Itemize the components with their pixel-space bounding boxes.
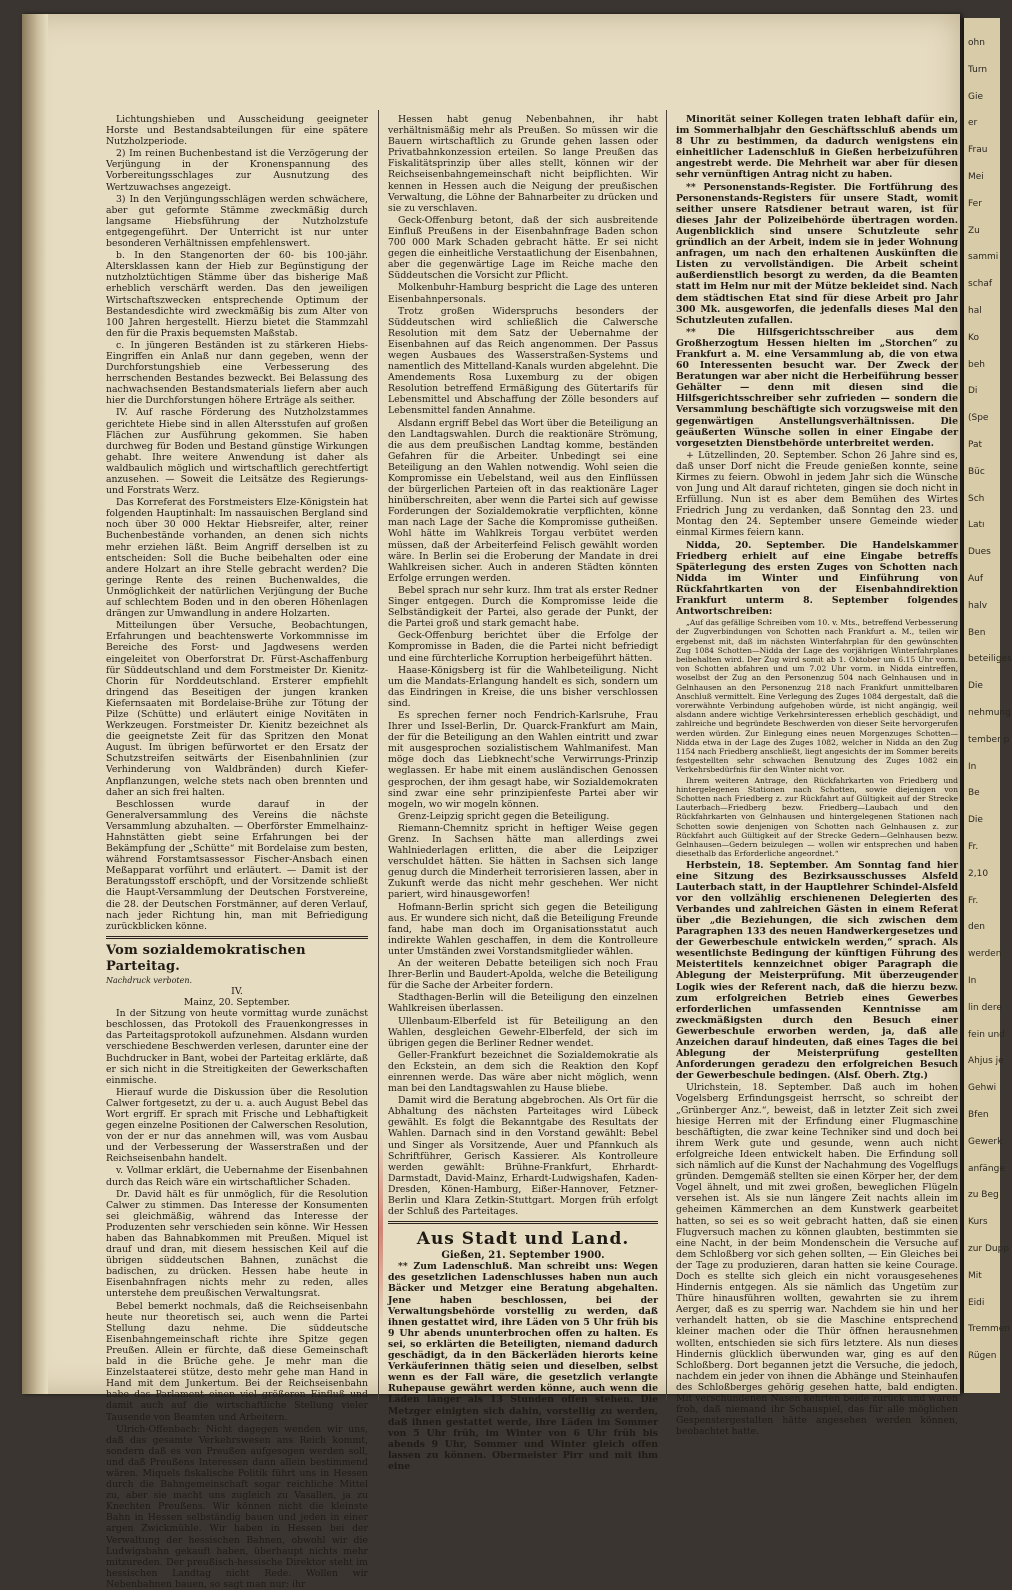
paragraph: Minorität seiner Kollegen traten lebhaft dafür ein, im Sommerhalbjahr den Geschäftsschluß abends um 8 Uhr zu bestimmen, da dadurch wenigstens ein einheitlicher Ladenschluß in Gießen herbeizuführen angestrebt werde. Die Mehrheit war aber für diesen sehr vernünftigen Antrag nicht zu haben.: [676, 114, 958, 181]
paragraph: Nidda, 20. September. Die Handelskammer Friedberg erhielt auf eine Eingabe betreffs Späterlegung des ersten Zuges von Schotten nach Nidda im Winter und Einführung von Rückfahrtkarten von der Eisenbahndirektion Frankfurt unterm 8. September folgendes Antwortschreiben:: [676, 539, 958, 618]
next-page-fragment: Pat: [968, 440, 983, 450]
paragraph: b. In den Stangenorten der 60- bis 100-jähr. Altersklassen kann der Hieb zur Begünstigung der nutzholztüchtigen Stämme über das bisherige Maß erheblich verschärft werden. Das den jeweiligen Wirtschaftszwecken entsprechende Optimum der Bestandesdichte wird zweckmäßig bis zum Alter von 100 Jahren hergestellt. Hierzu bietet die Stammzahl den für die Praxis bequemsten Maßstab.: [106, 250, 368, 339]
next-page-fragment: sammi: [968, 252, 999, 263]
paragraph: Beschlossen wurde darauf in der Generalversammlung des Vereins die nächste Versammlung abzuhalten. — Oberförster Emmelhainz-Hahnstätten giebt seine Erfahrungen bei der Bekämpfung der „Schütte“ mit Bordelaise zum besten, während Forstamtsassessor Fischer-Ansbach einen Meßapparat vorführt und erläutert. — Damit ist der Beratungsstoff erschöpft, und der Vorsitzende schließt die Haupt-Versammlung der Deutschen Forstvereine, die 28. der Deutschen Forstmänner, auf deren Verlauf, nach jeder Richtung hin, man mit Befriedigung zurückblicken könne.: [106, 798, 368, 932]
paragraph: Hofmann-Berlin spricht sich gegen die Beteiligung aus. Er wundere sich nicht, daß die Beteiligung Freunde fand, habe man doch im Organisationsstatut auch indirekte Wahlen geschaffen, in dem die Kontrolleure unter Umständen zwei Vorstandsmitglieder wählen.: [388, 901, 658, 957]
paragraph: Haase-Königsberg ist für die Wahlbeteiligung. Nicht um die Mandats-Erlangung handelt es sich, sondern um das Eindringen in Kreise, die uns bisher verschlossen sind.: [388, 664, 658, 709]
paragraph: v. Vollmar erklärt, die Uebernahme der Eisenbahnen durch das Reich wäre ein wirtschaftlicher Schaden.: [106, 1165, 368, 1188]
column-2: [388, 114, 658, 1472]
article-number: IV.: [231, 985, 243, 997]
next-page-fragment: hal: [968, 306, 982, 316]
paragraph: Das Korreferat des Forstmeisters Elze-Königstein hat folgenden Hauptinhalt: Im nassauischen Bergland sind noch über 30 000 Hektar Hiebsreifer, alter, reiner Buchenbestände vorhanden, an denen sich nichts mehr erziehen läßt. Beim Angriff derselben ist zu entscheiden: Soll die Buche beibehalten oder eine andere Holzart an ihre Stelle gebracht werden? Die geringe Rente des reinen Buchenwaldes, die Unmöglichkeit der natürlichen Verjüngung der Buche auf schlechtem Boden und in den oberen Höhenlagen drängen zur Umwandlung in andere Holzarten.: [106, 497, 368, 620]
next-page-fragment: beh: [968, 359, 985, 370]
next-page-fragment: Fr.: [968, 895, 979, 906]
next-page-fragment: Rügen: [968, 1351, 997, 1362]
next-page-fragment: er: [968, 118, 978, 129]
next-page-fragment: In: [968, 976, 977, 986]
next-page-fragment: Tremmen: [968, 1324, 1010, 1335]
paragraph: In der Sitzung von heute vormittag wurde zunächst beschlossen, das Protokoll des Frauenkongresses in das Parteitagsprotokoll aufzunehmen. Alsdann wurden verschiedene Beschwerden verlesen, darunter eine der Buchdrucker in Bant, wobei der Parteitag erklärte, daß er sich nicht in die Streitigkeiten der Gewerkschaften einmische.: [106, 1008, 368, 1086]
next-page-fragment: Ko: [968, 332, 979, 343]
next-page-fragment: Mit: [968, 1270, 982, 1281]
paragraph: ** Zum Ladenschluß. Man schreibt uns: Wegen des gesetzlichen Ladenschlusses haben nun auch Bäcker und Metzger eine Beratung abgehalten. Jene haben beschlossen, bei der Verwaltungsbehörde vorstellig zu werden, daß ihnen gestattet wird, ihre Läden von 5 Uhr früh bis 9 Uhr abends ununterbrochen offen zu halten. Es sei, so erklärten die Beteiligten, niemand dadurch geschädigt, da in den Bäckerläden hierorts keine Verkäuferinnen thätig seien und dieselben, selbst wenn es der Fall wäre, die gesetzlich verlangte Ruhepause gewährt werden könne, auch wenn die Läden länger als 13 Stunden offen stehen. Die Metzger einigten sich dahin, vorstellig zu werden, daß ihnen gestattet werde, ihre Läden im Sommer von 5 Uhr früh, im Winter von 6 Uhr früh bis abends 9 Uhr, Sommer und Winter gleich offen lassen zu können. Obermeister Pirr und mit ihm eine: [388, 1261, 658, 1472]
next-page-fragment: halv: [968, 600, 988, 611]
paragraph: Hierauf wurde die Diskussion über die Resolution Calwer fortgesetzt, zu der u. a. auch August Bebel das Wort ergriff. Er sprach mit Frische und Lebhaftigkeit gegen einzelne Positionen der Calwerschen Resolution, von der er nur das annehmen will, was vom Ausbau und der Verbesserung der Wasserstraßen und der Reichseisenbahn handelt.: [106, 1086, 368, 1165]
next-page-fragment: den: [968, 922, 985, 933]
next-page-fragment: zu Beg: [968, 1190, 999, 1201]
next-page-fragment: Fr.: [968, 842, 979, 852]
next-page-fragment: werden: [968, 949, 1002, 960]
page-spine-shadow: [22, 14, 48, 1394]
paragraph: Grenz-Leipzig spricht gegen die Beteiligung.: [398, 810, 610, 822]
paragraph: Geller-Frankfurt bezeichnet die Sozialdemokratie als den Eckstein, an dem sich die Reaktion den Kopf einrennen werde. Das wäre aber nicht möglich, wenn man bei den Landtagswahlen zu Hause bliebe.: [388, 1049, 658, 1095]
section-divider: [106, 936, 368, 939]
next-page-fragment: ohn: [968, 38, 985, 48]
section-heading: Vom sozialdemokratischen Parteitag.: [106, 942, 306, 974]
next-page-fragment: Auf: [968, 574, 984, 584]
paragraph: Geck-Offenburg berichtet über die Erfolge der Kompromisse in Baden, die die Partei nicht befriedigt und eine fürchterliche Korruption herbeigeführt hätten.: [388, 630, 658, 664]
next-page-fragment: Frau: [968, 145, 988, 156]
next-page-fragment: Ben: [968, 627, 986, 638]
paragraph: Bebel bemerkt nochmals, daß die Reichseisenbahn heute nur theoretisch sei, auch wenn die Partei Stellung dazu nehme. Die süddeutsche Eisenbahngemeinschaft richte ihre Spitze gegen Preußen. Allein er fürchte, daß diese Gemeinschaft bald in die Brüche gehe. Je mehr man die Einzelstaaterei stütze, desto mehr gehe man Hand in Hand mit dem Junkertum. Bei der Reichseisenbahn habe das Parlament einen viel größeren Einfluß und damit auch auf die wirtschaftliche Stellung vieler Tausende von Beamten und Arbeitern.: [106, 1300, 368, 1423]
reprint-notice: Nachdruck verboten.: [106, 975, 193, 985]
next-page-fragment: Gewerk: [968, 1136, 1003, 1147]
column-1: [106, 114, 368, 1590]
next-page-fragment: Büc: [968, 466, 985, 477]
next-page-fragment: Turn: [968, 64, 988, 75]
section-heading: Aus Stadt und Land.: [416, 1229, 630, 1250]
paragraph: Herbstein, 18. September. Am Sonntag fand hier eine Sitzung des Bezirksausschusses Alsfeld Lauterbach statt, in der Hauptlehrer Schindel-Alsfeld vor den vollzählig erschienenen Delegierten des Verbandes und zahlreichen Gästen in einem Referat über „die Beziehungen, die sich zwischen dem Paragraphen 133 des neuen Handwerkergesetzes und der Gewerbeschule entwickeln werden,“ sprach. Als wesentlichste Bedingung der künftigen Führung des Meistertitels kennzeichnet obiger Paragraph die Ablegung der Meisterprüfung. Mit überzeugender Logik wies der Referent nach, daß die hierzu bezw. zum erfolgreichen Betrieb eines Gewerbes erforderlichen umfassenden Kenntnisse am zweckmäßigsten durch den Besuch einer Gewerbeschule erworben werden, ja, daß alle Anzeichen darauf hindeuten, daß eines Tages die bei Ablegung der Meisterprüfung gestellten Anforderungen geradezu den erfolgreichen Besuch der Gewerbeschule bedingen. (Alsf. Oberh. Ztg.): [676, 859, 958, 1082]
paragraph: 2) Im reinen Buchenbestand ist die Verzögerung der Verjüngung in der Kronenspannung des Vorbereitungsschlages zur Ausnutzung des Wertzuwachses angezeigt.: [106, 148, 368, 193]
next-page-fragment: Gehwi: [968, 1083, 997, 1094]
next-page-fragment: Eidi: [968, 1297, 985, 1308]
next-page-fragment: anfänge: [968, 1163, 1005, 1174]
next-page-fragment: Di: [968, 386, 978, 397]
paragraph: Stadthagen-Berlin will die Beteiligung den einzelnen Wahlkreisen überlassen.: [388, 992, 658, 1015]
red-ink-stain: [378, 1129, 383, 1329]
paragraph: Molkenbuhr-Hamburg bespricht die Lage des unteren Eisenbahnpersonals.: [388, 282, 658, 305]
next-page-fragment: Kurs: [968, 1217, 988, 1228]
paragraph: Ulrich-Offenbach: Nicht dagegen wenden wir uns, daß das gesamte Verkehrswesen ans Reich kommt, sondern daß es von Preußen aufgesogen werden soll, und daß Preußens Interessen dann allein bestimmend wären. Miquels fiskalische Politik führt uns in Hessen durch die Bahngemeinschaft sogar reichliche Mittel zu, aber sie macht uns zugleich zu Vasallen, ja zu Knechten Preußens. Wir können nicht die kleinste Bahn in Hessen selbständig bauen und jeden in einer argen Zwickmühle. Wir haben in Hessen bei der Verwaltung der hessischen Bahnen, obwohl wir die Ludwigsbahn gekauft haben, überhaupt nichts mehr mitzureden. Der preußisch-hessische Direktor steht im hessischen Landtag nicht Rede. Wollen wir Nebenbahnen bauen, so sagt man nur: ihr: [106, 1423, 368, 1590]
next-page-fragment: Dues: [968, 547, 991, 558]
paragraph: Bebel sprach nur sehr kurz. Ihm trat als erster Redner Singer entgegen. Durch die Kompromisse leide die Selbständigkeit der Partei, also gerade der Punkt, der die Partei groß und stark gemacht habe.: [388, 584, 658, 630]
next-page-fragment: In: [968, 761, 977, 772]
paragraph: Es sprechen ferner noch Fendrich-Karlsruhe, Frau Ihrer und Issel-Berlin, Dr. Quarck-Frankfurt am Main, der für die Beteiligung an den Wahlen eintritt und zwar mit ausgesprochen sozialistischem Wahlmanifest. Man möge doch das Liebknecht'sche Verwirrungs-Prinzip weglassen. Er habe mit einem ausländischen Genossen gesprochen, der ihm gesagt habe, wir Sozialdemokraten sind zwar eine sehr prinzipienfeste Partei aber wir mogeln, wo wir mogeln können.: [388, 709, 658, 810]
column-rule: [666, 110, 667, 1400]
next-page-fragment: Mei: [968, 172, 984, 182]
article-dateline: Mainz, 20. September.: [183, 997, 291, 1009]
paragraph: Alsdann ergriff Bebel das Wort über die Beteiligung an den Landtagswahlen. Durch die reaktionäre Strömung, die aus dem preußischen Landtag komme, beständen Gefahren für die Arbeiter. Unbedingt sei eine Beteiligung an den Wahlen notwendig. Wohl seien die Kompromisse ein Uebelstand, weil aus den Einflüssen der bürgerlichen Parteien oft in das reaktionäre Lager hinüberschreiten, aber wenn die Partei sich auf gewisse Forderungen der Sozialdemokratie verpflichten, könne man nach Lage der Sache die Kompromisse gutheißen. Wohl hätte im Wahlkreis Torgau verbütet werden müssen, daß der Arbeiterfeind Felisch gewählt worden wäre. In Berlin sei die Eroberung der Mandate in drei Wahlkreisen sicher. Auch in anderen Städten könnten Erfolge errungen werden.: [388, 417, 658, 584]
paragraph: An der weiteren Debatte beteiligen sich noch Frau Ihrer-Berlin und Baudert-Apolda, welche die Beteiligung für die Sache der Arbeiter fordern.: [388, 958, 658, 992]
paragraph: Ullenbaum-Elberfeld ist für Beteiligung an den Wahlen, desgleichen Gewehr-Elberfeld, der sich im übrigen gegen die Berliner Redner wendet.: [388, 1015, 658, 1049]
paragraph: Riemann-Chemnitz spricht in heftiger Weise gegen Grenz. In Sachsen hätte man allerdings zwei Wahlniederlagen erlitten, die aber die Leipziger verschuldet hätten. Sie hätten in Sachsen sich lange genug durch die Minderheit terrorisieren lassen, aber in Zukunft werde das nicht mehr geschehen. Wer nicht pariert, wird hinausgeworfen!: [388, 822, 658, 901]
paragraph: ** Personenstands-Register. Die Fortführung des Personenstands-Registers für unsere Stadt, womit seither unsere Ratsdiener betraut waren, ist für dieses Jahr der Polizeibehörde übertragen worden. Augenblicklich sind unsere Schutzleute sehr gründlich an der Arbeit, indem sie in jeder Wohnung anfragen, um nach den erhaltenen Auskünften die Listen zu vervollständigen. Die Arbeit scheint außerdienstlich besorgt zu werden, da die Beamten statt im Helm nur mit der Mütze bekleidet sind. Nach dem städtischen Etat sind für diese Arbeit pro Jahr 300 Mk. ausgeworfen, die jedenfalls dieses Mal den Schutzleuten zufallen.: [676, 181, 958, 326]
paragraph: Ulrichstein, 18. September. Daß auch im hohen Vogelsberg Erfindungsgeist herrscht, so schreibt der „Grünberger Anz.“, beweist, daß in letzter Zeit sich zwei hiesige Herren mit der Erfindung einer Flugmaschine beschäftigten, die zwar keine Techniker sind und doch bei ihrem Werk gute und gesunde, wenn auch nicht erfolgreiche Ideen entwickelt haben. Die Erfindung soll sich nämlich auf die Kunst der Nachahmung des Vogelflugs gründen. Demgemäß stellten sie einen Körper her, der dem Vogel ähnelt, und mit zwei großen, beweglichen Flügeln versehen ist. Als sie nun längere Zeit nachts allein im geheimen Kämmerchen an dem Kunstwerk gearbeitet hatten, so sei es so weit gebracht hatten, daß sie einen Flugversuch machen zu können glaubten, bestimmten sie eine Nacht, in der beim Mondenschein die Versuche auf dem Schloßberg vor sich gehen sollten, — Ein Gleiches bei der Tage zu produzieren, daran hatten sie keine Courage. Doch es stellte sich gleich ein nicht vorausgesehenes Hindernis entgegen. Als sie nämlich das Ungetüm zur Thüre hinausführen wollten, gewahrten sie zu ihrem Aerger, daß es zu sperrig war. Nachdem sie hin und her verhandelt hatten, ob sie die Maschine entsprechend kleiner machen oder die Thür öffnen herausnehmen wollten, entschieden sie sich fürs letztere. Als nun dieses Hindernis glücklich überwunden war, ging es auf den Schloßberg. Dort begannen jetzt die Versuche, die jedoch, nachdem ein jeder von ihnen die Abhänge und Steinhaufen des Schloßberges gehörig gesehen hatte, bald endigten. Mit verschundenen Nasen kehrten beide zurück und waren froh, daß niemand ihr Schauspiel, das für alle möglichen Gespenstergestalten hätte angesehen werden können, beobachtet hatte.: [676, 1082, 958, 1438]
next-page-fragment: nehmung: [968, 708, 1011, 718]
paragraph: + Lützellinden, 20. September. Schon 26 Jahre sind es, daß unser Dorf nicht die Freude genießen konnte, seine Kirmes zu feiern. Obwohl in jedem Jahr sich die Wünsche von Jung und Alt darauf richteten, gingen sie doch nicht in Erfüllung. Nun ist es aber dem Bemühen des Wirtes Friedrich Jung zu verdanken, daß Sonntag den 23. und Montag den 24. September unsere Gemeinde wieder einmal Kirmes feiern kann.: [676, 449, 958, 539]
paragraph: IV. Auf rasche Förderung des Nutzholzstammes gerichtete Hiebe sind in allen Altersstufen auf großen Flächen zur Ausführung gekommen. Sie haben durchweg für Boden und Bestand günstige Wirkungen gehabt. Ihre weitere Anwendung ist daher als waldbaulich möglich und wirtschaftlich gerechtfertigt anzusehen. — Soweit die Leitsätze des Regierungs- und Forstrats Werz.: [106, 407, 368, 497]
next-page-fragment: lin dere: [968, 1002, 1002, 1013]
next-page-fragment: Fer: [968, 198, 982, 209]
next-page-fragment: Bfen: [968, 1110, 989, 1120]
paragraph: Mitteilungen über Versuche, Beobachtungen, Erfahrungen und beachtenswerte Vorkommnisse im Bereiche des Forst- und Jagdwesens werden eingeleitet von Oberforstrat Dr. Fürst-Aschaffenburg für Süddeutschland und dem Forstmeister Dr. Kienitz-Chorin für Norddeutschland. Ersterer empfiehlt dringend das Beseitigen der jungen kranken Kiefernsaaten mit Bordelaise-Brühe zur Tötung der Pilze (Schütte) und erläutert einige Novitäten in Werkzeugen. Forstmeister Dr. Kienitz bezeichnet als die geeignetste Zeit für das Spritzen den Monat August. Im übrigen befürwortet er den Ersatz der Schutzstreifen seitwärts der Eisenbahnlinien (zur Verhinderung von Waldbränden) durch Kiefer-Anpflanzungen, welche stets nach oben brennten und daher an sich frei halten.: [106, 620, 368, 798]
paragraph: Hessen habt genug Nebenbahnen, ihr habt verhältnismäßig mehr als Preußen. So müssen wir die Bauern wirtschaftlich zu Grunde gehen lassen oder Privatbahnkonzession erteilen. So lange Preußen das Fiskalitätsprinzip über alles stellt, können wir der Reichseisenbahngemeinschaft nicht beipflichten. Wir kennen in Hessen auch die Neigung der preußischen Verwaltung, die Löhne der Bahnarbeiter zu drücken und sie zu verschlaven.: [388, 114, 658, 214]
paragraph: Damit wird die Beratung abgebrochen. Als Ort für die Abhaltung des nächsten Parteitages wird Lübeck gewählt. Es folgt die Bekanntgabe des Resultats der Wahlen. Darnach sind in den Vorstand gewählt: Bebel und Singer als Vorsitzende, Auer und Pfannkuch als Schriftführer, Gerisch Kassierer. Als Kontrolleure werden gewählt: Brühne-Frankfurt, Ehrhardt-Darmstadt, David-Mainz, Erhardt-Ludwigshafen, Kaden-Dresden, Könen-Hamburg, Eißer-Hannover, Fetzner-Berlin und Klara Zetkin-Stuttgart. Morgen früh erfolgt der Schluß des Parteitages.: [388, 1095, 658, 1218]
article-dateline: Gießen, 21. September 1900.: [441, 1250, 605, 1262]
next-page-fragment: zur Dupp: [968, 1244, 1010, 1254]
paragraph: c. In jüngeren Beständen ist zu stärkeren Hiebs-Eingriffen ein Anlaß nur dann gegeben, wenn der Durchforstungshieb eine Verbesserung des herrschenden Bestandes bezweckt. Bei Belassung des nachwachsenden Bestandsmaterials liefern aber auch hier die Durchforstungen höhere Erträge als seither.: [106, 339, 368, 407]
section-divider: [388, 1221, 658, 1224]
newspaper-page: [22, 14, 960, 1590]
paragraph: Lichtungshieben und Ausscheidung geeigneter Horste und Bestandsabteilungen für eine spätere Nutzholzperiode.: [106, 114, 368, 148]
next-page-fragment: Zu: [968, 225, 980, 236]
next-page-fragment: (Spe: [968, 413, 989, 424]
paragraph: 3) In den Verjüngungsschlägen werden schwächere, aber gut geformte Stämme zweckmäßig durch langsame Hiebsführung der Nutzholzstufe entgegengeführt. Der Unterricht ist nur unter besonderen Verhältnissen empfehlenswert.: [106, 193, 368, 250]
quoted-letter: „Auf das gefällige Schreiben vom 10. v. Mts., betreffend Verbesserung der Zugverbindungen von Schotten nach Frankfurt a. M., teilen wir ergebenst mit, daß im nächsten Winterfahrplan für den gewünschten Zug 1084 Schotten—Nidda der Lage des vorjährigen Winterfahrplanes beibehalten wird. Der Zug wird somit ab 1. Oktober um 6.15 Uhr vorm. von Schotten abfahren und um 7.02 Uhr vorm. in Nidda eintreffen, woselbst der Zug an den Personenzug 504 nach Gelnhausen und in Gelnhausen an den Personenzug 218 nach Frankfurt unmittelbaren Anschluß vermittelt. Eine Verlegung des Zuges 1084 dergestalt, daß die vorerwähnte Verbindung aufgehoben würde, ist nicht angängig, weil alsdann andere wichtige Verkehrsinteressen erheblich geschädigt, und zahlreiche und begründete Beschwerden von dieser Seite hervorgerufen werden würden. Zur Einlegung eines neuen Morgenzuges Schotten—Nidda etwa in der Lage des Zuges 1082, welcher in Nidda an den Zug 1154 nach Friedberg anschließt, liegt angesichts der im Sommer bereits festgestellten sehr schwachen Benutzung des Zuges 1082 ein Verkehrsbedürfnis für den Winter nicht vor.: [676, 618, 958, 775]
next-page-fragment: Die: [968, 681, 983, 692]
next-page-fragment: Sch: [968, 493, 985, 504]
next-page-fragment: Latı: [968, 520, 985, 531]
next-page-fragment: 2,10: [968, 868, 989, 879]
paragraph: ** Die Hilfsgerichtsschreiber aus dem Großherzogtum Hessen hielten im „Storchen“ zu Frankfurt a. M. eine Versammlung ab, die von etwa 60 Interessenten besucht war. Der Zweck der Beratungen war aber nicht die Herbeiführung besser Gehälter — denn mit diesen sind die Hilfsgerichtsschreiber sehr zufrieden — sondern die Versammlung beschäftigte sich vorzugsweise mit den gegenwärtigen Anstellungsverhältnissen. Die geäußerten Wünsche sollen in einer Eingabe der vorgesetzten Dienstbehörde unterbreitet werden.: [676, 326, 958, 449]
next-page-fragment: fein und: [968, 1029, 1005, 1040]
next-page-fragment: Die: [968, 815, 983, 826]
next-page-fragment: Gie: [968, 91, 984, 102]
next-page-fragment: tember p: [968, 734, 1010, 745]
next-page-fragment: beteiliges: [968, 654, 1012, 665]
next-page-fragment: Be: [968, 788, 980, 799]
next-page-fragment: schaf: [968, 279, 993, 290]
paragraph: Dr. David hält es für unmöglich, für die Resolution Calwer zu stimmen. Das Interesse der Konsumenten sei gleichmäßig, während das Interesse der Produzenten sehr verschieden sein könne. Wir Hessen haben das Bahnabkommen mit Preußen. Miquel ist drauf und dran, mit diesem hessischen Keil auf die übrigen süddeutschen Bahnen, zunächst die badischen, zu drücken. Hessen habe heute in Eisenbahnfragen nichts mehr zu reden, alles unterstehe dem preußischen Verwaltungsrat.: [106, 1188, 368, 1300]
quoted-letter: Ihrem weiteren Antrage, den Rückfahrkarten von Friedberg und hintergelegenen Stationen nach Schotten, sowie diejenigen von Schotten nach Friedberg z. zur Rückfahrt auf Gültigkeit auf der Strecke Lauterbach—Friedberg bezw. Friedberg—Laubach und den Rückfahrkarten von Gelnhausen und hintergelegenen Stationen nach Schotten sowie denjenigen von Schotten nach Gelnhausen z. zur Rückfahrt auch Gültigkeit auf der Strecke Gedern—Gelnhausen bezw. Gelnhausen—Gedern beizulegen — wollen wir entsprechen und haben diesethalb das Erforderliche angeordnet.“: [676, 775, 958, 859]
next-page-fragment: Ahjus je: [968, 1056, 1004, 1067]
column-3: [676, 114, 958, 1438]
paragraph: Geck-Offenburg betont, daß der sich ausbreitende Einfluß Preußens in der Eisenbahnfrage Baden schon 700 000 Mark Schaden gebracht hätte. Er sei nicht gegen die einheitliche Verstaatlichung der Eisenbahnen, aber die gegenwärtige Lage im Reiche mache den Süddeutschen die Vorsicht zur Pflicht.: [388, 214, 658, 282]
paragraph: Trotz großen Widerspruchs besonders der Süddeutschen wird schließlich die Calwersche Resolution mit dem Satz der Uebernahme der Eisenbahnen auf das Reich angenommen. Der Passus wegen Ausbaues des Wasserstraßen-Systems und namentlich des Mittelland-Kanals wurden abgelehnt. Die Amendements Rosa Luxemburg zu der obigen Resolution betreffend Ermäßigung des Gütertarifs für Lebensmittel und Abschaffung der Zölle besonders auf Lebensmittel fanden Annahme.: [388, 305, 658, 417]
adjacent-page-edge: [962, 18, 1012, 1393]
